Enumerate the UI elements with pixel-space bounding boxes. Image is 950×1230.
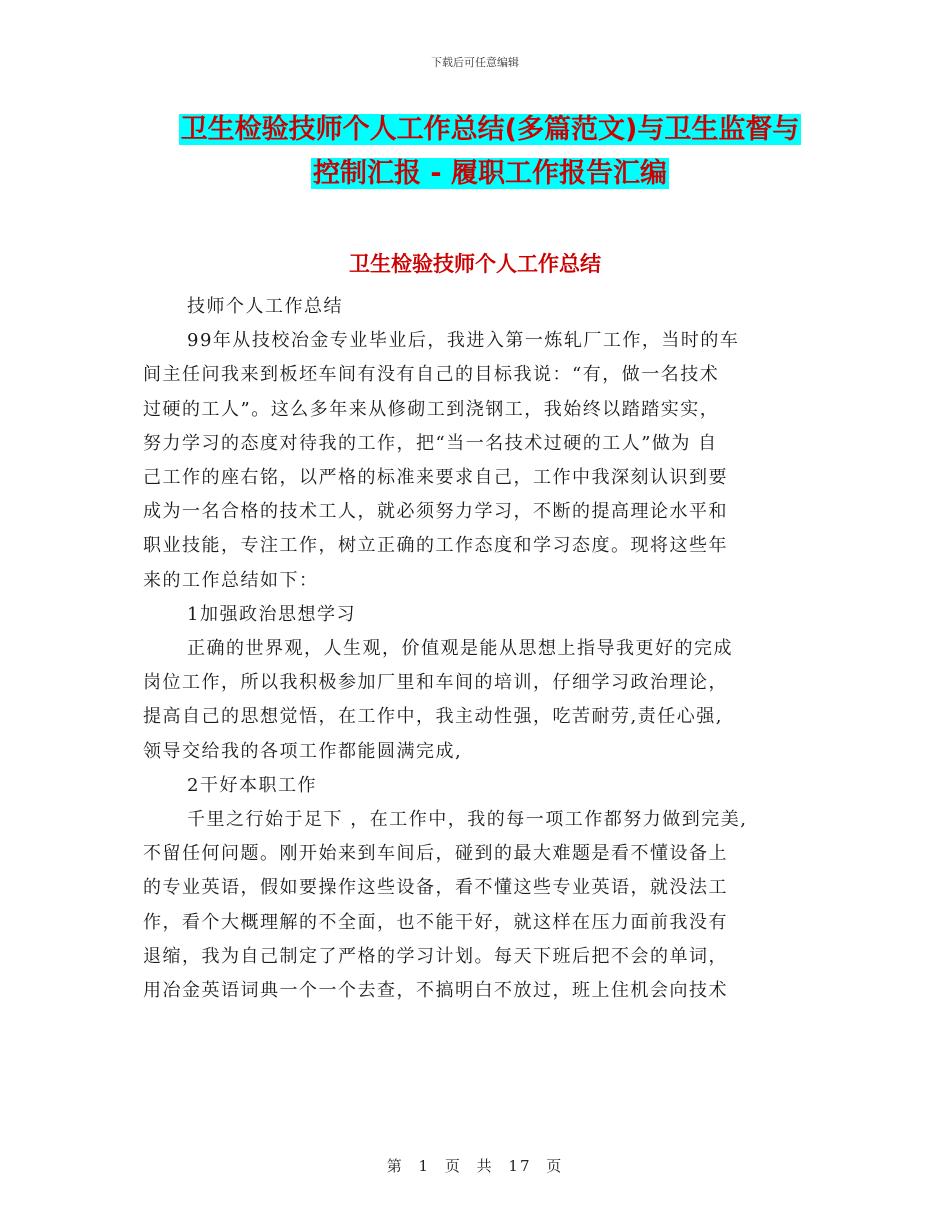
footer-page-number: 1	[418, 1157, 431, 1175]
title-line-1: 卫生检验技师个人工作总结(多篇范文)与卫生监督与	[180, 114, 800, 145]
paragraph-line: 99年从技校冶金专业毕业后，我进入第一炼轧厂工作，当时的车	[187, 330, 740, 352]
paragraph-line: 用冶金英语词典一个一个去查，不搞明白不放过，班上住机会向技术	[143, 980, 728, 1002]
paragraph-line: 提高自己的思想觉悟，在工作中，我主动性强，吃苦耐劳,责任心强,	[143, 706, 723, 728]
paragraph-line: 来的工作总结如下：	[143, 569, 319, 591]
paragraph-line: 努力学习的态度对待我的工作，把“当一名技术过硬的工人”做为 自	[143, 432, 718, 454]
paragraph-line: 岗位工作，所以我积极参加厂里和车间的培训，仔细学习政治理论，	[143, 672, 728, 694]
section-title: 卫生检验技师个人工作总结	[349, 252, 601, 276]
paragraph-line: 不留任何问题。刚开始来到车间后，碰到的最大难题是看不懂设备上	[143, 843, 728, 865]
body-text	[143, 290, 833, 1008]
subheading-2: 2干好本职工作	[187, 774, 317, 796]
paragraph-line: 正确的世界观，人生观，价值观是能从思想上指导我更好的完成	[187, 638, 733, 660]
document-title	[140, 108, 840, 196]
paragraph-heading: 技师个人工作总结	[187, 296, 343, 317]
subheading-1: 1加强政治思想学习	[187, 603, 356, 625]
paragraph-line: 领导交给我的各项工作都能圆满完成,	[143, 740, 463, 762]
paragraph-line: 职业技能，专注工作，树立正确的工作态度和学习态度。现将这些年	[143, 535, 728, 557]
paragraph-line: 退缩，我为自己制定了严格的学习计划。每天下班后把不会的单词，	[143, 945, 728, 967]
page-footer	[0, 1155, 950, 1176]
paragraph-line: 间主任问我来到板坯车间有没有自己的目标我说：“有，做一名技术	[143, 364, 720, 386]
paragraph-line: 作，看个大概理解的不全面，也不能干好，就这样在压力面前我没有	[143, 911, 728, 933]
paragraph-line: 过硬的工人”。这么多年来从修砌工到浇钢工，我始终以踏踏实实，	[143, 398, 720, 420]
title-line-2: 控制汇报 - 履职工作报告汇编	[312, 158, 667, 189]
paragraph-line: 千里之行始于足下 ，在工作中，我的每一项工作都努力做到完美,	[187, 809, 748, 831]
paragraph-line: 己工作的座右铭，以严格的标准来要求自己，工作中我深刻认识到要	[143, 467, 728, 489]
footer-total-word: 共	[476, 1157, 494, 1175]
footer-total-pages: 17	[508, 1157, 532, 1175]
paragraph-line: 的专业英语，假如要操作这些设备，看不懂这些专业英语，就没法工	[143, 877, 728, 899]
footer-prefix: 第	[386, 1157, 404, 1175]
footer-suffix: 页	[546, 1157, 564, 1175]
footer-page-word: 页	[444, 1157, 462, 1175]
header-note: 下载后可任意编辑	[431, 56, 519, 69]
paragraph-line: 成为一名合格的技术工人，就必须努力学习，不断的提高理论水平和	[143, 501, 728, 523]
